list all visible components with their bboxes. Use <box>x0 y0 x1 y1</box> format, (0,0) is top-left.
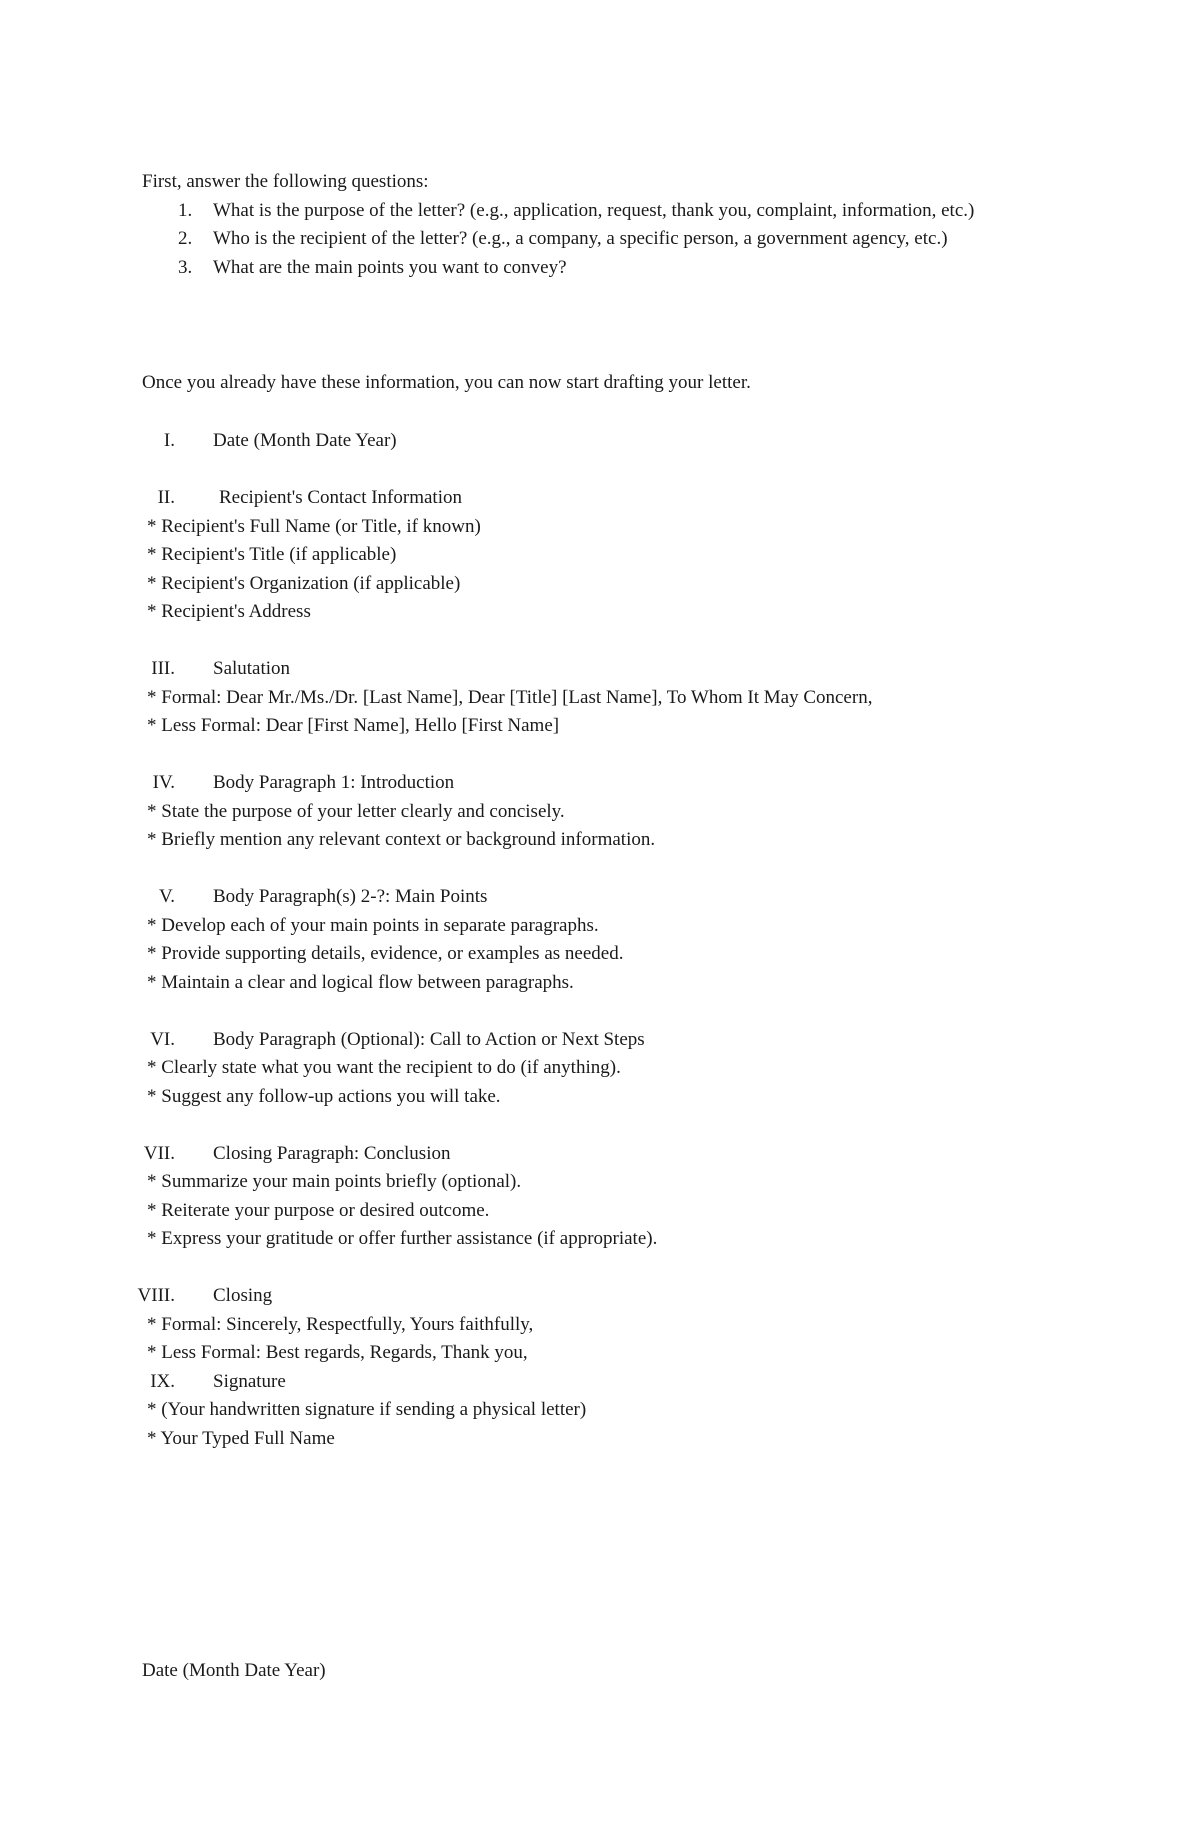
section-numeral: III. <box>151 658 175 679</box>
section-title: Body Paragraph 1: Introduction <box>213 772 455 793</box>
outline-section-call-to-action <box>0 1026 1200 1112</box>
outline-section-salutation <box>0 655 1200 741</box>
section-title: Closing <box>213 1285 273 1306</box>
outline-section-main-points <box>0 883 1200 997</box>
drafting-note: Once you already have these information, you can now start drafting your letter. <box>142 372 751 393</box>
section-bullet: * Provide supporting details, evidence, or examples as needed. <box>147 943 624 964</box>
section-title: Closing Paragraph: Conclusion <box>213 1142 451 1164</box>
section-bullet: * Maintain a clear and logical flow between paragraphs. <box>147 971 574 993</box>
section-title: Date (Month Date Year) <box>213 430 397 451</box>
section-title: Signature <box>213 1370 286 1392</box>
section-bullet: * Briefly mention any relevant context or background information. <box>147 829 656 850</box>
section-title: Recipient's Contact Information <box>219 487 462 508</box>
section-bullet: * Express your gratitude or offer further assistance (if appropriate). <box>147 1228 658 1249</box>
question-item <box>142 225 1102 254</box>
question-item <box>142 197 1102 226</box>
outline-section-closing <box>0 1282 1200 1368</box>
section-bullet: * Recipient's Full Name (or Title, if known) <box>147 515 481 537</box>
intro-lead: First, answer the following questions: <box>142 171 429 192</box>
section-bullet: * Summarize your main points briefly (optional). <box>147 1171 522 1192</box>
section-numeral: I. <box>163 430 175 451</box>
section-bullet: * Your Typed Full Name <box>147 1427 335 1449</box>
section-bullet: * Formal: Sincerely, Respectfully, Yours faithfully, <box>147 1313 534 1335</box>
section-bullet: * Formal: Dear Mr./Ms./Dr. [Last Name], Dear [Title] [Last Name], To Whom It May Concern, <box>147 686 873 708</box>
question-number: 2. <box>178 228 193 249</box>
outline-section-date <box>0 427 1200 456</box>
section-title: Body Paragraph (Optional): Call to Action or Next Steps <box>213 1028 645 1050</box>
question-number: 3. <box>178 256 193 278</box>
section-bullet: * Clearly state what you want the recipient to do (if anything). <box>147 1057 621 1078</box>
section-title: Salutation <box>213 658 291 679</box>
question-number: 1. <box>178 199 193 221</box>
section-numeral: VII. <box>143 1142 175 1164</box>
section-numeral: IX. <box>150 1370 175 1392</box>
section-numeral: II. <box>157 487 175 508</box>
section-bullet: * State the purpose of your letter clearly and concisely. <box>147 800 565 822</box>
section-bullet: * Recipient's Organization (if applicable) <box>147 572 461 594</box>
section-bullet: * Less Formal: Best regards, Regards, Thank you, <box>147 1342 528 1363</box>
question-list <box>142 197 1102 283</box>
section-numeral: IV. <box>152 772 175 793</box>
section-numeral: V. <box>158 886 175 907</box>
letter-outline <box>0 427 1200 1482</box>
outline-section-conclusion <box>0 1140 1200 1254</box>
section-bullet: * Recipient's Address <box>147 601 311 622</box>
section-numeral: VI. <box>150 1028 175 1050</box>
letter-date-placeholder: Date (Month Date Year) <box>142 1660 326 1681</box>
section-bullet: * Recipient's Title (if applicable) <box>147 544 397 565</box>
intro-block <box>142 168 1102 282</box>
section-bullet: * (Your handwritten signature if sending a physical letter) <box>147 1399 587 1420</box>
question-text: What is the purpose of the letter? (e.g., application, request, thank you, complaint, information, etc.) <box>213 199 975 221</box>
section-bullet: * Develop each of your main points in separate paragraphs. <box>147 914 599 936</box>
section-bullet: * Reiterate your purpose or desired outcome. <box>147 1199 490 1221</box>
outline-section-recipient <box>0 484 1200 627</box>
section-bullet: * Suggest any follow-up actions you will take. <box>147 1085 501 1107</box>
question-item <box>142 254 1102 283</box>
question-text: Who is the recipient of the letter? (e.g., a company, a specific person, a government agency, etc.) <box>213 228 948 249</box>
section-title: Body Paragraph(s) 2-?: Main Points <box>213 886 488 907</box>
outline-section-signature <box>0 1368 1200 1454</box>
section-numeral: VIII. <box>137 1285 175 1306</box>
question-text: What are the main points you want to convey? <box>213 256 567 278</box>
outline-section-introduction <box>0 769 1200 855</box>
section-bullet: * Less Formal: Dear [First Name], Hello [First Name] <box>147 715 560 736</box>
